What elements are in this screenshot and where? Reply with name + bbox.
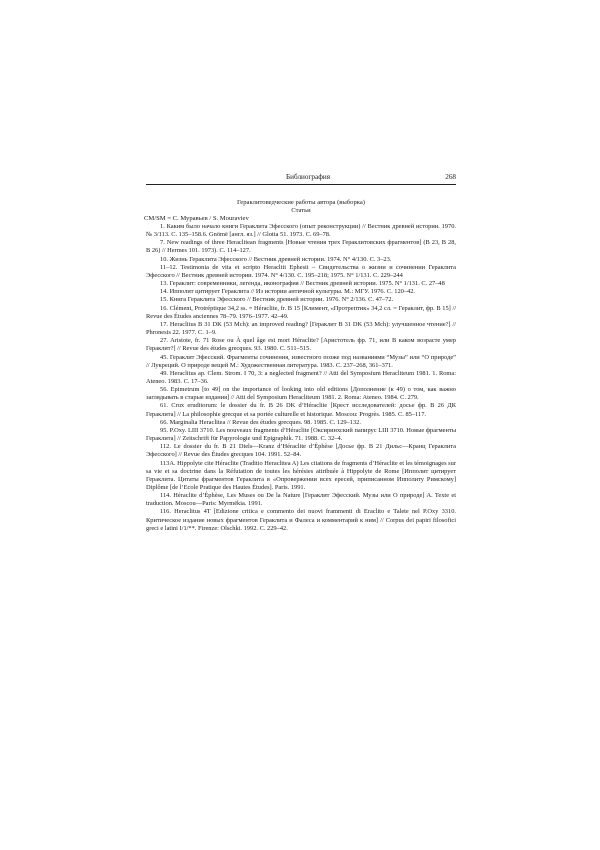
bibliography-entry: 49. Heraclitus ap. Clem. Strom. I 70, 3: a neglected fragment? // Atti del Symposium Heracliteum 1981. 1. Roma: Ateneo. 1983. С. 17–36.: [146, 369, 456, 385]
author-byline: CM/SM = С. Муравьев / S. Mouraviev: [144, 215, 249, 222]
bibliography-entry: 7. New readings of three Heraclitean fragments [Новые чтения трех Гераклитовских фрагментов] (В 23, В 28, В 26) // Hermes 101. 1973). С. 114–127.: [146, 239, 456, 255]
section-subheading: Статьи: [291, 207, 311, 214]
bibliography-entry: 113A. Hippolyte cite Héraclite (Traditio Heraclitea A) Les citations de fragments d’Héraclite et les témoignages sur sa vie et sa doctrine dans la Réfutation de toutes les hérésies attribuée à Hippolyte de Rome [Ипполит цитирует Гераклита. Цитаты фрагментов Гераклита в «Опровержении всех ересей, приписанном Ипполиту Римскому] Diplôme [de l’Ecole Pratique des Hautes Études]. Paris. 1991.: [146, 459, 456, 491]
bibliography-entry: 56. Epimetrum [to 49] on the importance of looking into old editions [Дополнение (к 49) о том, как важно заглядывать в старые издания] // Atti del Symposium Heracliteum 1981. 2. Roma: Ateneo. 1984. С. 279.: [146, 386, 456, 402]
running-head-title: Библиография: [286, 173, 331, 181]
bibliography-entry: 95. P.Oxy. LIII 3710. Les nouveaux fragments d’Héraclite [Оксиринхский папирус LIII 3710. Новые фрагменты Гераклита] // Zeitschrift für Papyrologie und Epigraphik. 71. 1988. С. 32–4.: [146, 426, 456, 443]
document-page: [146, 170, 456, 533]
page-number: 268: [445, 173, 456, 181]
bibliography-entry: 11–12. Testimonia de vita et scripto Heracliti Ephesii – Свидетельства о жизни и сочинении Гераклита Эфесского // Вестник древней истории. 1974. N° 4/130. С. 195–218; 1975. N° 1/131. С. 229–244: [146, 263, 456, 279]
bibliography-entry: 15. Книга Гераклита Эфесского // Вестник древней истории. 1976. N° 2/136. С. 47–72.: [160, 296, 394, 304]
bibliography-entry: 1. Каким было начало книги Гераклита Эфесского (опыт реконструкции) // Вестник древней истории. 1970. № 3/113. С. 135–158.6. Gnōmē [англ. яз.] // Glotta 51. 1973. С. 69–78.: [146, 223, 456, 239]
bibliography-list: [146, 223, 456, 533]
bibliography-entry: 61. Crux eruditorum: le dossier du fr. В 26 DK d’Héraclite [Крест исследователей: досье фр. В 26 ДК Гераклита] // La philosophie grecque et sa portée culturelle et historique. Moscou: Progrès. 1985. С. 85–117.: [146, 402, 456, 418]
bibliography-entry: 13. Гераклит: современники, легенда, иконография // Вестник древней истории. 1975. N° 1/131. С. 27–48: [160, 280, 445, 288]
section-heading: Гераклитоведческие работы автора (выборка): [237, 199, 365, 206]
bibliography-entry: 66. Marginalia Heraclitea // Revue des études grecques. 98. 1985. С. 129–132.: [160, 418, 361, 426]
bibliography-entry: 14. Ипполит цитирует Гераклита // Из истории античной культуры. М.: МГУ. 1976. С. 120–42.: [160, 288, 416, 296]
bibliography-entry: 17. Heraclitus В 31 DK (53 Mch): an improved reading? [Гераклит В 31 DK (53 Mch): улучшенное чтение?] // Phronesis 22. 1977. С. 1–9.: [146, 320, 456, 337]
bibliography-entry: 27. Aristote, fr. 71 Rose ou À quel âge est mort Héraclite? [Аристотель фр. 71, или В каком возрасте умер Гераклит?] // Revue des études grecques. 93. 1980. С. 511–515.: [146, 337, 456, 353]
bibliography-entry: 112. Le dossier du fr. В 21 Diels—Kranz d’Héraclite d’Éphèse [Досье фр. В 21 Дильс—Кранц Гераклита Эфесского] // Revue des Études grecques 104. 1991. 52–84.: [146, 443, 456, 459]
bibliography-entry: 114. Héraclite d’Éphèse, Les Muses ou De la Nature [Гераклит Эфесский. Музы или О природе] A. Texte et traduction. Moscou—Paris: Myrmēkia. 1991.: [146, 492, 456, 508]
bibliography-entry: 116. Heraclitus 4T [Edizione critica e commento dei nuovi frammenti di Eraclito e Talete nel P.Oxy 3310. Критическое издание новых фрагментов Гераклита и Фалеса и комментарий к ним] // Corpus dei papiri filosofici greci e latini I/1/**. Firenze: Olschki. 1992. С. 229–42.: [146, 508, 456, 532]
bibliography-entry: 10. Жизнь Гераклита Эфесского // Вестник древней истории. 1974. N° 4/130. С. 3–23.: [160, 255, 392, 263]
bibliography-entry: 45. Гераклит Эфесский. Фрагменты сочинения, известного позже под названиями “Музы” или “О природе” // Лукреций. О природе вещей М.: Художественная литература. 1983. С. 237–268, 361–371.: [146, 353, 456, 369]
bibliography-entry: 16. Clément, Protréptique 34,2 ss. = Héraclite, fr. В 15 [Климент, «Протрептик» 34,2 сл. = Гераклит, фр. В 15] // Revue des Études anciennes 78–79. 1976–1977. 42–49.: [146, 304, 456, 320]
running-head: [146, 170, 456, 185]
